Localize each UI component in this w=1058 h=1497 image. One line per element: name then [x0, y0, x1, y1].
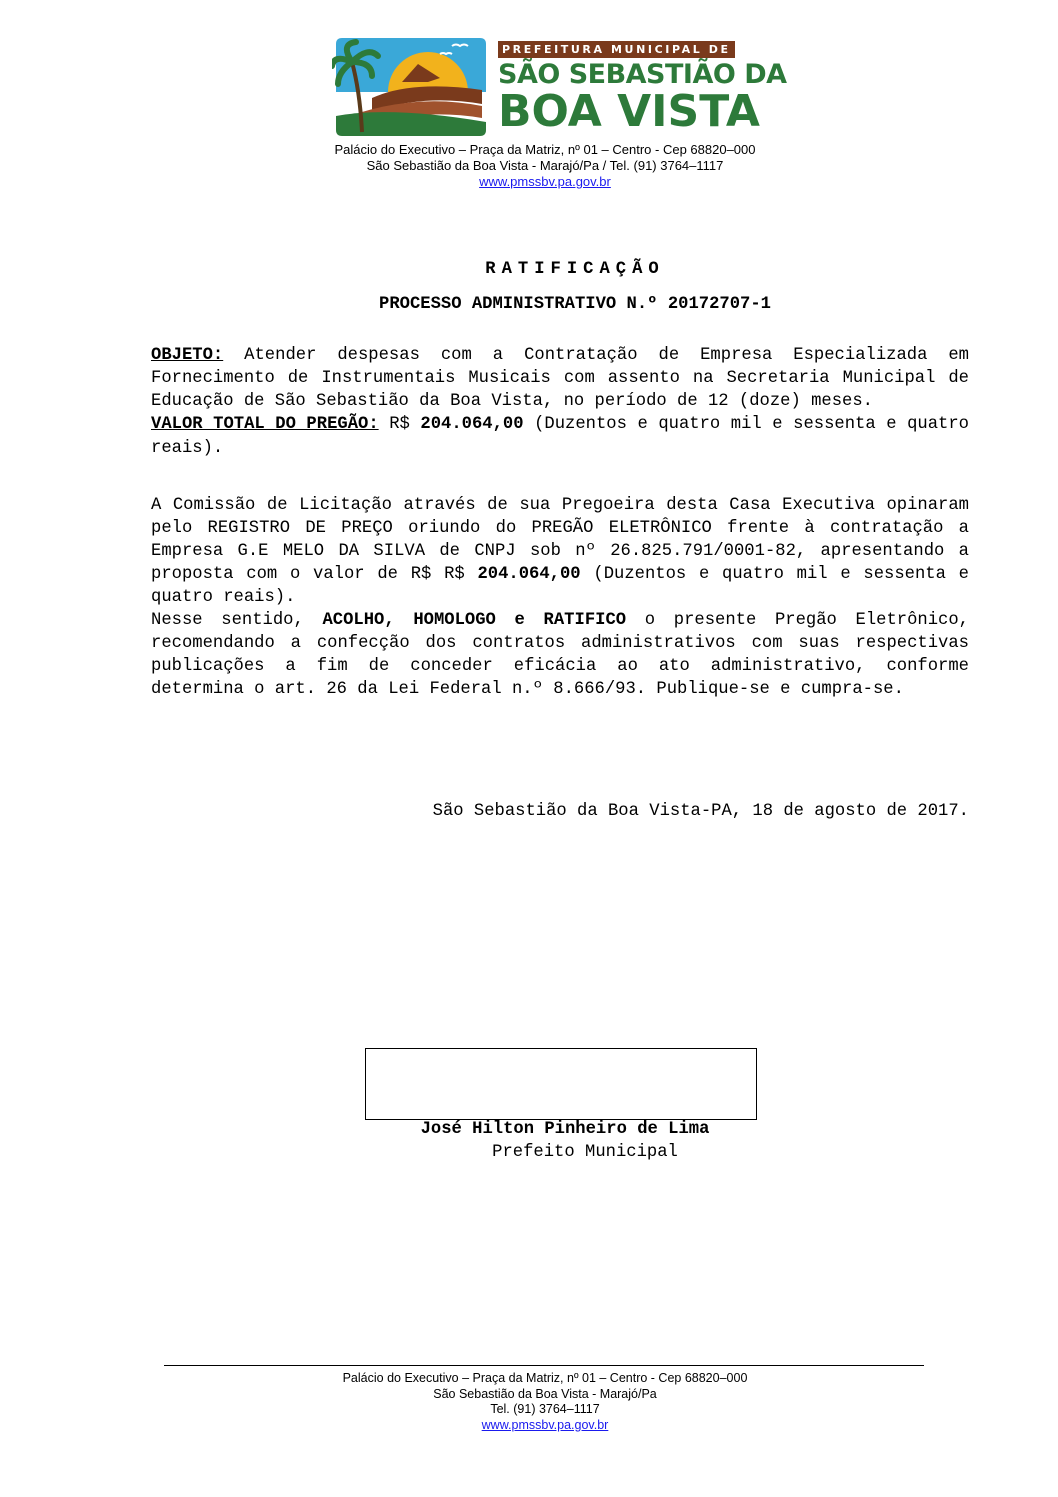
logo-banner: PREFEITURA MUNICIPAL DE [498, 41, 735, 58]
header-website-link[interactable]: www.pmssbv.pa.gov.br [479, 174, 611, 189]
municipality-logo [332, 30, 787, 140]
document-body [151, 258, 969, 823]
nesse-bold: ACOLHO, HOMOLOGO e RATIFICO [322, 611, 627, 631]
footer-line3: Tel. (91) 3764–1117 [490, 1402, 600, 1416]
footer-divider [164, 1365, 924, 1366]
nesse-text: o presente Pregão Eletrônico, recomendando a confecção dos contratos administrativos com suas respectivas publicações a fim de conceder eficácia ao ato administrativo, conforme determina o art. 26 da Lei Federal n.º 8.666/93. Publique-se e cumpra-se. [151, 611, 969, 700]
document-date: São Sebastião da Boa Vista-PA, 18 de agosto de 2017. [432, 801, 969, 821]
header-address-line2: São Sebastião da Boa Vista - Marajó/Pa / Tel. (91) 3764–1117 [366, 158, 724, 173]
footer [0, 1371, 1058, 1433]
document-title: RATIFICAÇÃO [485, 260, 665, 279]
signature-box [365, 1048, 757, 1120]
header-address [0, 142, 1058, 190]
logo-line1: SÃO SEBASTIÃO DA [498, 59, 787, 90]
nesse-prefix: Nesse sentido, [151, 611, 323, 631]
valor-prefix: R$ [378, 415, 421, 435]
comissao-suffix: (Duzentos e quatro mil e sessenta e quatro reais). [151, 564, 969, 608]
logo-emblem-icon [332, 32, 490, 138]
footer-website-link[interactable]: www.pmssbv.pa.gov.br [481, 1417, 609, 1432]
objeto-text: Atender despesas com a Contratação de Empresa Especializada em Fornecimento de Instrumentais Musicais com assento na Secretaria Municipal de Educação de São Sebastião da Boa Vista, no período de 12 (doze) meses. [151, 346, 969, 412]
valor-label: VALOR TOTAL DO PREGÃO: [151, 415, 379, 435]
header-address-line1: Palácio do Executivo – Praça da Matriz, nº 01 – Centro - Cep 68820–000 [334, 142, 756, 157]
valor-amount: 204.064,00 [420, 415, 524, 435]
footer-line1: Palácio do Executivo – Praça da Matriz, nº 01 – Centro - Cep 68820–000 [342, 1371, 748, 1385]
logo-wordmark [498, 40, 787, 137]
signer-name: José Hilton Pinheiro de Lima [420, 1120, 710, 1139]
logo-line2: BOA VISTA [498, 86, 760, 137]
comissao-amount: 204.064,00 [477, 564, 581, 584]
objeto-paragraph [151, 344, 969, 459]
signer-role: Prefeito Municipal [492, 1143, 678, 1162]
objeto-label: OBJETO: [151, 346, 224, 366]
document-subtitle: PROCESSO ADMINISTRATIVO N.º 20172707-1 [379, 295, 771, 315]
comissao-text: A Comissão de Licitação através de sua Pregoeira desta Casa Executiva opinaram pelo REGISTRO DE PREÇO oriundo do PREGÃO ELETRÔNICO frente à contratação a Empresa G.E MELO DA SILVA de CNPJ sob nº 26.825.791/0001-82, apresentando a proposta com o valor de R$ R$ [151, 495, 969, 584]
comissao-paragraph [151, 494, 969, 702]
footer-line2: São Sebastião da Boa Vista - Marajó/Pa [433, 1386, 657, 1401]
valor-suffix: (Duzentos e quatro mil e sessenta e quatro reais). [151, 415, 969, 458]
